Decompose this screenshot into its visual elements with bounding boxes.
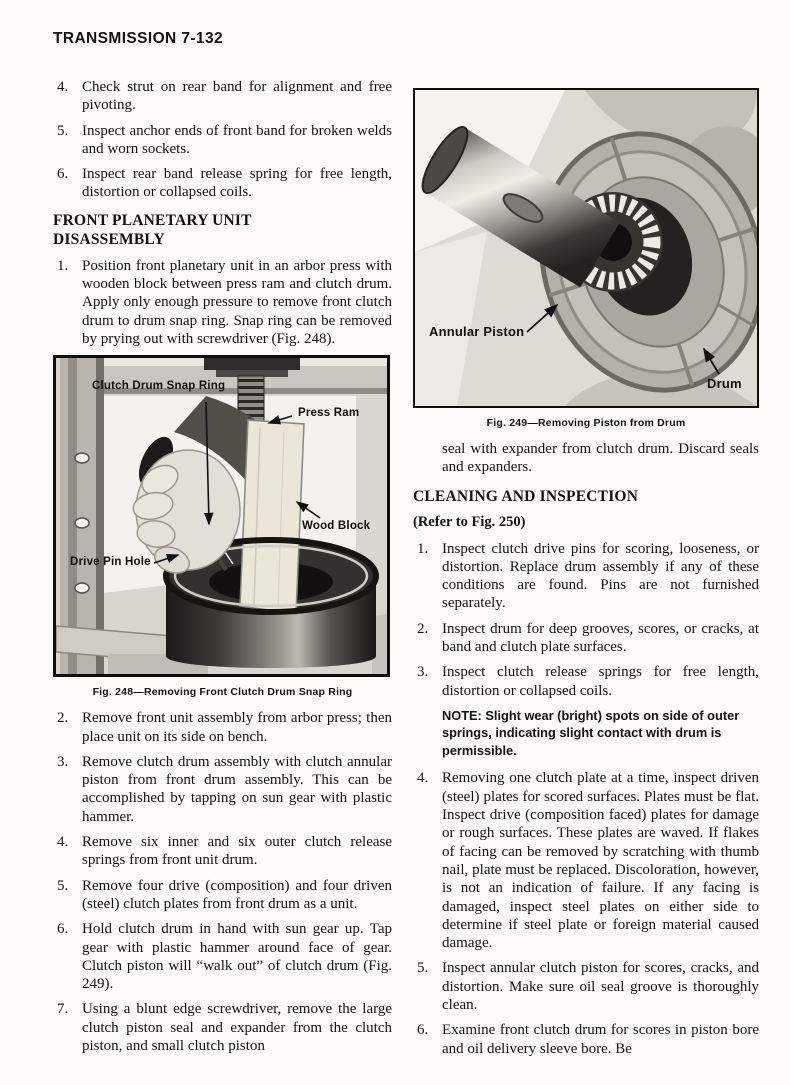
list-item <box>53 122 392 159</box>
step-text: Check strut on rear band for alignment and free pivoting. <box>82 79 392 114</box>
list-item <box>53 753 392 826</box>
step-number: 6. <box>57 921 69 938</box>
step-text: Removing one clutch plate at a time, inspect driven (steel) plates for scored surfaces. Plates must be flat. Inspect drive (composition faced) plates for damage or rough surfaces. These plates are waved. If flakes of facing can be removed by scratching with thumb nail, plate must be replaced. Discoloration, however, is not an indication of failure. If any facing is damaged, inspect steel plates on either side to determine if steel plate or foreign material caused damage. <box>442 770 759 952</box>
step-number: 2. <box>417 620 429 637</box>
step-number: 6. <box>57 166 69 183</box>
note-block: NOTE: Slight wear (bright) spots on side of outer springs, indicating slight contact with drum is permissible. <box>442 707 740 758</box>
step-text: Remove four drive (composition) and four driven (steel) clutch plates from front drum as a unit. <box>82 877 392 912</box>
list-item <box>53 1000 392 1055</box>
section-heading-line: FRONT PLANETARY UNIT <box>53 211 252 229</box>
list-item <box>413 769 759 952</box>
step-number: 4. <box>57 834 69 851</box>
step-text: Remove clutch drum assembly with clutch annular piston from front drum assembly. This can be accomplished by tapping on sun gear with plastic hammer. <box>82 753 392 825</box>
step-number: 3. <box>57 753 69 770</box>
step-text: Inspect clutch release springs for free length, distortion or collapsed coils. <box>442 664 759 699</box>
step-number: 4. <box>57 79 69 95</box>
press-illustration <box>56 358 387 674</box>
step-number: 7. <box>57 1001 69 1018</box>
section-heading-line: DISASSEMBLY <box>53 230 165 248</box>
figure-label-wood-block: Wood Block <box>302 520 371 533</box>
figure-249 <box>413 88 759 429</box>
step-number: 5. <box>57 877 69 894</box>
figure-249-caption: Fig. 249—Removing Piston from Drum <box>486 417 686 429</box>
list-item <box>53 165 392 202</box>
section-subheading-refer: (Refer to Fig. 250) <box>413 513 526 530</box>
drum-illustration <box>415 90 757 406</box>
step-text: Inspect annular clutch piston for scores, cracks, and distortion. Make sure oil seal groove is thoroughly clean. <box>442 960 759 1014</box>
step-number: 6. <box>417 1022 429 1039</box>
figure-label-press-ram: Press Ram <box>298 407 360 420</box>
list-item <box>53 920 392 993</box>
step-text: Position front planetary unit in an arbor press with wooden block between press ram and clutch drum. Apply only enough pressure to remove front clutch drum to drum snap ring. Snap ring can be removed by prying out with screwdriver (Fig. 248). <box>82 257 392 347</box>
step-text: Using a blunt edge screwdriver, remove the large clutch piston seal and expander from the clutch piston, and small clutch piston <box>82 1001 392 1055</box>
step-text: Inspect drum for deep grooves, scores, or cracks, at band and clutch plate surfaces. <box>442 620 759 656</box>
list-item <box>53 833 392 870</box>
step-number: 1. <box>57 257 69 274</box>
step-number: 2. <box>57 710 69 727</box>
section-heading-cleaning: CLEANING AND INSPECTION <box>413 487 639 505</box>
step-number: 5. <box>417 960 429 977</box>
step-number: 5. <box>57 122 69 139</box>
page-header: TRANSMISSION 7-132 <box>53 30 223 47</box>
list-item <box>53 709 392 746</box>
figure-249-photo <box>413 88 759 408</box>
figure-label-snap-ring: Clutch Drum Snap Ring <box>92 380 226 393</box>
step-text: Examine front clutch drum for scores in piston bore and oil delivery sleeve bore. Be <box>442 1022 759 1057</box>
list-item <box>413 540 759 613</box>
figure-248-caption: Fig. 248—Removing Front Clutch Drum Snap Ring <box>92 686 353 699</box>
list-item <box>413 620 759 657</box>
step-text: Hold clutch drum in hand with sun gear up. Tap gear with plastic hammer around face of gear. Clutch piston will “walk out” of clutch drum (Fig. 249). <box>82 921 392 993</box>
step-text: Remove six inner and six outer clutch release springs from front unit drum. <box>82 834 392 869</box>
left-column <box>53 78 392 1062</box>
list-item <box>53 78 392 115</box>
step-text: Inspect rear band release spring for free length, distortion or collapsed coils. <box>82 166 392 201</box>
figure-label-annular-piston: Annular Piston <box>429 324 525 339</box>
list-item <box>53 877 392 914</box>
step-text: Remove front unit assembly from arbor press; then place unit on its side on bench. <box>82 710 392 745</box>
right-column <box>413 84 759 1065</box>
step-text: Inspect anchor ends of front band for broken welds and worn sockets. <box>82 122 392 157</box>
figure-248-photo <box>53 355 390 677</box>
step-text: Inspect clutch drive pins for scoring, looseness, or distortion. Replace drum assembly if any of these conditions are found. Pins are not furnished separately. <box>442 540 759 612</box>
figure-label-drum: Drum <box>707 376 742 391</box>
figure-label-drive-pin-hole: Drive Pin Hole <box>70 556 151 569</box>
step-number: 3. <box>417 664 429 681</box>
list-item <box>413 663 759 700</box>
step-number: 4. <box>417 770 429 787</box>
continuation-paragraph: seal with expander from clutch drum. Discard seals and expanders. <box>442 441 759 476</box>
section-heading-disassembly <box>53 211 392 249</box>
list-item <box>413 1021 759 1058</box>
step-number: 1. <box>417 540 429 557</box>
list-item <box>413 959 759 1014</box>
list-item <box>53 257 392 348</box>
figure-248 <box>53 355 392 698</box>
